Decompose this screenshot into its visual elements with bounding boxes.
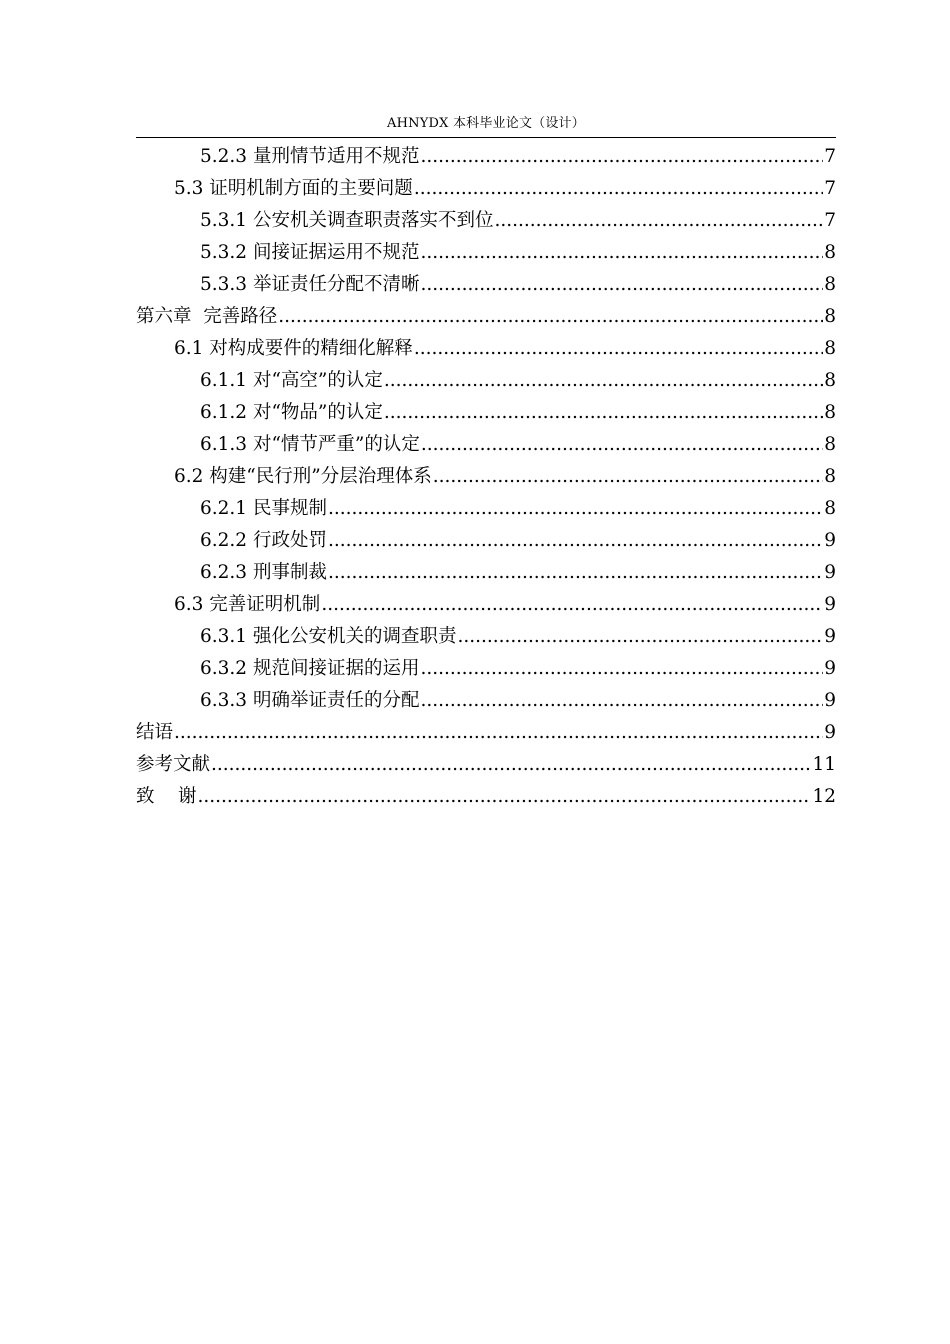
toc-page-number: 12: [812, 786, 836, 807]
toc-page-number: 8: [824, 274, 836, 295]
toc-page-number: 8: [824, 434, 836, 455]
toc-dot-leader: [421, 429, 823, 461]
toc-page-number: 8: [824, 402, 836, 423]
toc-entry-label: 参考文献: [136, 754, 211, 775]
toc-dot-leader: [328, 557, 823, 589]
toc-entry-label: 6.1.3 对“情节严重”的认定: [200, 434, 420, 455]
toc-entry-label: 5.3.3 举证责任分配不清晰: [200, 274, 420, 295]
toc-entry[interactable]: [136, 141, 836, 173]
toc-dot-leader: [420, 653, 823, 685]
toc-entry[interactable]: [136, 493, 836, 525]
toc-entry-label: 6.2.3 刑事制裁: [200, 562, 327, 583]
toc-dot-leader: [384, 397, 823, 429]
toc-page-number: 8: [824, 306, 836, 327]
toc-dot-leader: [420, 237, 823, 269]
toc-entry-label: 6.3.1 强化公安机关的调查职责: [200, 626, 457, 647]
toc-dot-leader: [328, 525, 823, 557]
toc-page-number: 9: [824, 658, 836, 679]
toc-dot-leader: [174, 717, 823, 749]
toc-dot-leader: [278, 301, 823, 333]
toc-dot-leader: [420, 685, 823, 717]
toc-dot-leader: [414, 173, 823, 205]
toc-dot-leader: [494, 205, 823, 237]
toc-entry[interactable]: [136, 461, 836, 493]
toc-entry-label: 6.2 构建“民行刑”分层治理体系: [174, 466, 432, 487]
toc-entry[interactable]: [136, 621, 836, 653]
toc-page-number: 9: [824, 722, 836, 743]
toc-dot-leader: [211, 749, 811, 781]
toc-page-number: 9: [824, 530, 836, 551]
toc-entry-label: 5.3.2 间接证据运用不规范: [200, 242, 420, 263]
toc-entry[interactable]: [136, 557, 836, 589]
toc-dot-leader: [321, 589, 823, 621]
toc-dot-leader: [198, 781, 812, 813]
toc-page-number: 7: [824, 210, 836, 231]
toc-entry[interactable]: [136, 717, 836, 749]
toc-page-number: 9: [824, 562, 836, 583]
toc-entry-label: 5.3 证明机制方面的主要问题: [174, 178, 413, 199]
toc-dot-leader: [420, 269, 823, 301]
toc-entry-label: 第六章 完善路径: [136, 306, 278, 327]
toc-page-number: 11: [812, 754, 836, 775]
toc-entry[interactable]: [136, 749, 836, 781]
toc-entry[interactable]: [136, 653, 836, 685]
toc-entry[interactable]: [136, 589, 836, 621]
toc-entry-label: 5.2.3 量刑情节适用不规范: [200, 146, 420, 167]
toc-entry[interactable]: [136, 429, 836, 461]
toc-entry-label: 6.3 完善证明机制: [174, 594, 321, 615]
toc-entry-label: 5.3.1 公安机关调查职责落实不到位: [200, 210, 494, 231]
toc-entry-label: 结语: [136, 722, 174, 743]
toc-entry-label: 致 谢: [136, 786, 197, 807]
toc-page-number: 8: [824, 242, 836, 263]
toc-entry[interactable]: [136, 205, 836, 237]
toc-entry-label: 6.3.2 规范间接证据的运用: [200, 658, 420, 679]
toc-entry[interactable]: [136, 237, 836, 269]
toc-entry[interactable]: [136, 525, 836, 557]
table-of-contents: [136, 141, 836, 813]
toc-dot-leader: [433, 461, 824, 493]
toc-entry-label: 6.1 对构成要件的精细化解释: [174, 338, 413, 359]
toc-dot-leader: [420, 141, 823, 173]
toc-entry[interactable]: [136, 173, 836, 205]
toc-entry[interactable]: [136, 685, 836, 717]
toc-page-number: 9: [824, 594, 836, 615]
toc-page-number: 8: [824, 338, 836, 359]
toc-page-number: 7: [824, 146, 836, 167]
toc-page-number: 9: [824, 626, 836, 647]
toc-page-number: 8: [824, 466, 836, 487]
toc-entry-label: 6.1.1 对“高空”的认定: [200, 370, 383, 391]
toc-page-number: 7: [824, 178, 836, 199]
toc-entry-label: 6.1.2 对“物品”的认定: [200, 402, 383, 423]
toc-entry-label: 6.2.2 行政处罚: [200, 530, 327, 551]
toc-dot-leader: [414, 333, 823, 365]
toc-dot-leader: [328, 493, 823, 525]
toc-page-number: 9: [824, 690, 836, 711]
toc-page-number: 8: [824, 370, 836, 391]
toc-entry[interactable]: [136, 301, 836, 333]
toc-dot-leader: [384, 365, 823, 397]
toc-dot-leader: [457, 621, 823, 653]
toc-entry[interactable]: [136, 365, 836, 397]
toc-entry[interactable]: [136, 397, 836, 429]
toc-entry-label: 6.3.3 明确举证责任的分配: [200, 690, 420, 711]
toc-page-number: 8: [824, 498, 836, 519]
toc-entry[interactable]: [136, 333, 836, 365]
toc-entry[interactable]: [136, 269, 836, 301]
header-rule: [136, 137, 836, 138]
page-header: AHNYDX 本科毕业论文（设计）: [387, 116, 585, 131]
toc-entry-label: 6.2.1 民事规制: [200, 498, 327, 519]
toc-entry[interactable]: [136, 781, 836, 813]
